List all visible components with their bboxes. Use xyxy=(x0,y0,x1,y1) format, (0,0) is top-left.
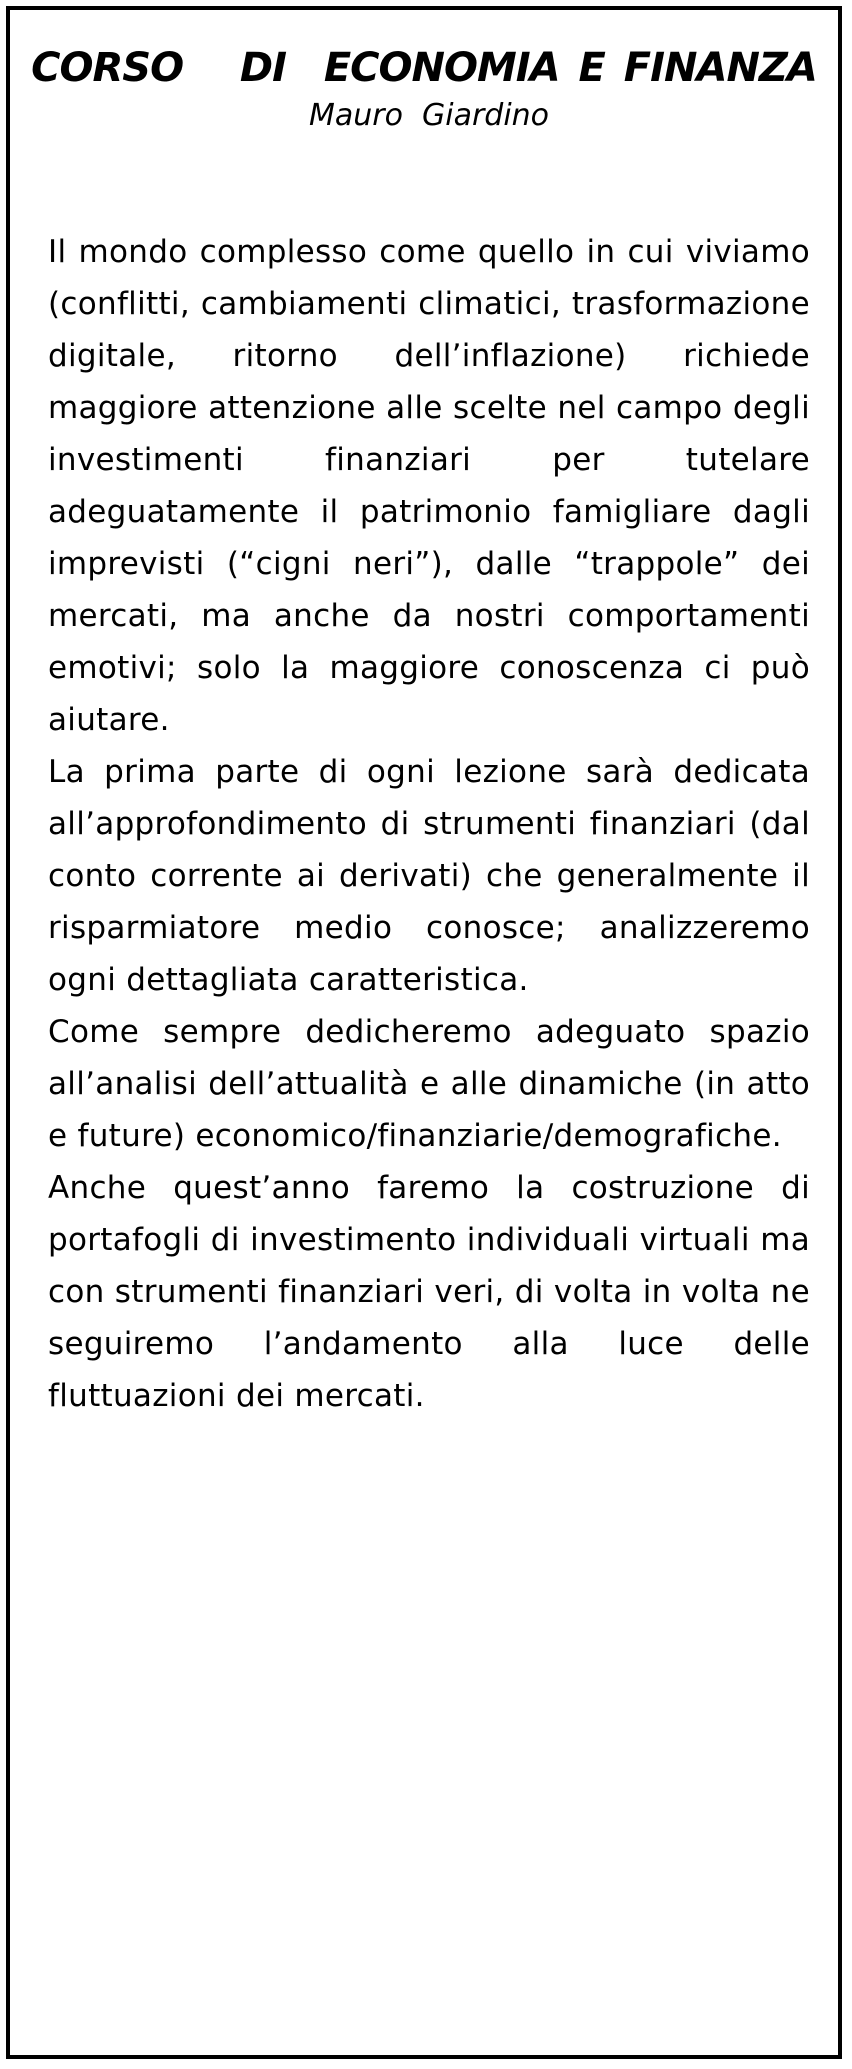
course-description xyxy=(48,226,810,1422)
paragraph-portfolios: Anche quest’anno faremo la costruzione di portafogli di investimento individuali virtuali ma con strumenti finanziari veri, di volta in volta ne seguiremo l’andamento alla luce delle fluttuazioni dei mercati. xyxy=(48,1170,810,1414)
paragraph-current-affairs: Come sempre dedicheremo adeguato spazio all’analisi dell’attualità e alle dinamiche (in atto e future) economico/finanziarie/demografiche. xyxy=(48,1014,810,1154)
course-title: CORSO DI ECONOMIA E FINANZA xyxy=(31,45,817,91)
page-border xyxy=(6,6,842,2059)
header xyxy=(10,40,838,136)
paragraph-instruments: La prima parte di ogni lezione sarà dedicata all’approfondimento di strumenti finanziari (dal conto corrente ai derivati) che generalmente il risparmiatore medio conosce; analizzeremo ogni dettagliata caratteristica. xyxy=(48,754,810,998)
paragraph-intro: Il mondo complesso come quello in cui viviamo (conflitti, cambiamenti climatici, trasformazione digitale, ritorno dell’inflazione) richiede maggiore attenzione alle scelte nel campo degli investimenti finanziari per tutelare adeguatamente il patrimonio famigliare dagli imprevisti (“cigni neri”), dalle “trappole” dei mercati, ma anche da nostri comportamenti emotivi; solo la maggiore conoscenza ci può aiutare. xyxy=(48,234,810,738)
author-name: Mauro Giardino xyxy=(308,98,550,133)
